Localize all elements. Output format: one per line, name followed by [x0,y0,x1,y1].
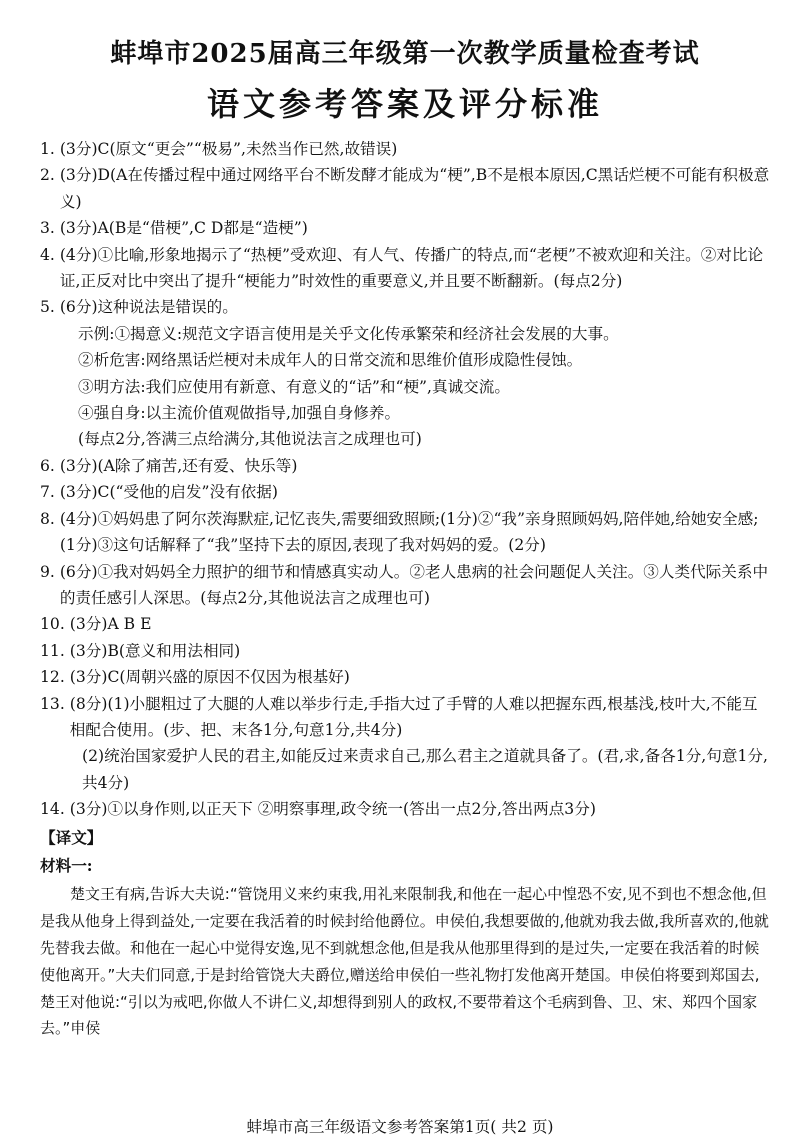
answer-item-14 [40,796,770,822]
answer-item-5 [40,294,770,320]
q13-part-2: (2)统治国家爱护人民的君主,如能反过来责求自己,那么君主之道就具备了。(君,求,备各1分,句意1分,共4分) [82,747,768,792]
answer-text: (4分)①妈妈患了阿尔茨海默症,记忆丧失,需要细致照顾;(1分)②“我”亲身照顾妈妈,陪伴她,给她安全感;(1分)③这句话解释了“我”坚持下去的原因,表现了我对妈妈的爱。(2分) [59,509,759,555]
answer-text: (3分)A(B是“借梗”,C D都是“造梗”) [59,219,308,238]
answer-item-11 [40,638,770,664]
answer-number: 7. [40,483,60,502]
answer-text: (3分)(A除了痛苦,还有爱、快乐等) [59,456,298,475]
answer-number: 8. [40,509,60,528]
answer-text: (3分)B(意义和用法相同) [69,641,241,660]
answer-text: (3分)A B E [69,615,152,634]
answer-number: 11. [40,641,70,660]
translation-heading: 【译文】 [40,827,103,847]
answer-list [40,136,770,1042]
q5-example-line: 示例:①揭意义:规范文字语言使用是关乎文化传承繁荣和经济社会发展的大事。 [78,324,619,343]
q5-scoring-note: (每点2分,答满三点给满分,其他说法言之成理也可) [78,430,422,449]
answer-number: 12. [40,668,70,687]
answer-item-3 [40,215,770,241]
answer-item-10 [40,611,770,637]
answer-number: 14. [40,800,70,819]
material-label: 材料一: [40,855,93,875]
exam-title: 蚌埠市2025届高三年级第一次教学质量检查考试 [110,39,700,69]
answer-number: 6. [40,456,60,475]
answer-text: (3分)D(A在传播过程中通过网络平台不断发酵才能成为“梗”,B不是根本原因,C黑话烂梗不可能有积极意义) [59,166,770,211]
answer-text: (6分)①我对妈妈全力照护的细节和情感真实动人。②老人患病的社会问题促人关注。③人类代际关系中的责任感引人深思。(每点2分,其他说法言之成理也可) [59,562,769,607]
document-title: 语文参考答案及评分标准 [206,85,603,123]
answer-number: 1. [40,140,60,158]
answer-item-7 [40,479,770,505]
answer-number: 13. [40,694,70,713]
answer-text: (6分)这种说法是错误的。 [59,298,238,317]
answer-text: (8分)(1)小腿粗过了大腿的人难以举步行走,手指大过了手臂的人难以把握东西,根基浅,枝叶大,不能互相配合使用。(步、把、末各1分,句意1分,共4分) [69,694,758,739]
q5-example-line: ④强自身:以主流价值观做指导,加强自身修养。 [78,404,401,423]
page-footer: 蚌埠市高三年级语文参考答案第1页( 共2 页) [246,1118,554,1136]
answer-text: (3分)①以身作则,以正天下 ②明察事理,政令统一(答出一点2分,答出两点3分) [69,800,596,819]
answer-text: (3分)C(原文“更会”“极易”,未然当作已然,故错误) [59,140,398,158]
answer-item-4 [40,242,770,295]
answer-text: (3分)C(“受他的启发”没有依据) [59,483,278,502]
answer-item-8 [40,506,770,559]
answer-number: 5. [40,298,60,317]
answer-item-9 [40,559,770,612]
answer-text: (3分)C(周朝兴盛的原因不仅因为根基好) [69,668,350,687]
answer-item-2 [40,162,770,215]
answer-item-12 [40,664,770,690]
answer-text: (4分)①比喻,形象地揭示了“热梗”受欢迎、有人气、传播广的特点,而“老梗”不被欢迎和关注。②对比论证,正反对比中突出了提升“梗能力”时效性的重要意义,并且要不断翻新。(每点2分) [59,245,764,291]
answer-number: 2. [40,166,60,185]
answer-number: 10. [40,615,70,634]
q5-example-line: ②析危害:网络黑话烂梗对未成年人的日常交流和思维价值形成隐性侵蚀。 [78,351,583,370]
answer-number: 9. [40,562,60,581]
answer-item-1 [40,136,770,162]
answer-item-6 [40,453,770,479]
answer-number: 4. [40,245,60,264]
answer-number: 3. [40,219,60,238]
answer-item-13 [40,691,770,744]
translation-paragraph: 楚文王有病,告诉大夫说:“管饶用义来约束我,用礼来限制我,和他在一起心中惶恐不安,见不到也不想念他,但是我从他身上得到益处,一定要在我活着的时候封给他爵位。申侯伯,我想要做的,他就劝我去做,我所喜欢的,他就先替我去做。和他在一起心中觉得安逸,见不到就想念他,但是我从他那里得到的是过失,一定要在我活着的时候使他离开。”大夫们同意,于是封给管饶大夫爵位,赠送给申侯伯一些礼物打发他离开楚国。申侯伯将要到郑国去,楚王对他说:“引以为戒吧,你做人不讲仁义,却想得到别人的政权,不要带着这个毛病到鲁、卫、宋、郑四个国家去。”申侯 [40,885,769,1038]
q5-example-line: ③明方法:我们应使用有新意、有意义的“话”和“梗”,真诚交流。 [78,377,510,396]
